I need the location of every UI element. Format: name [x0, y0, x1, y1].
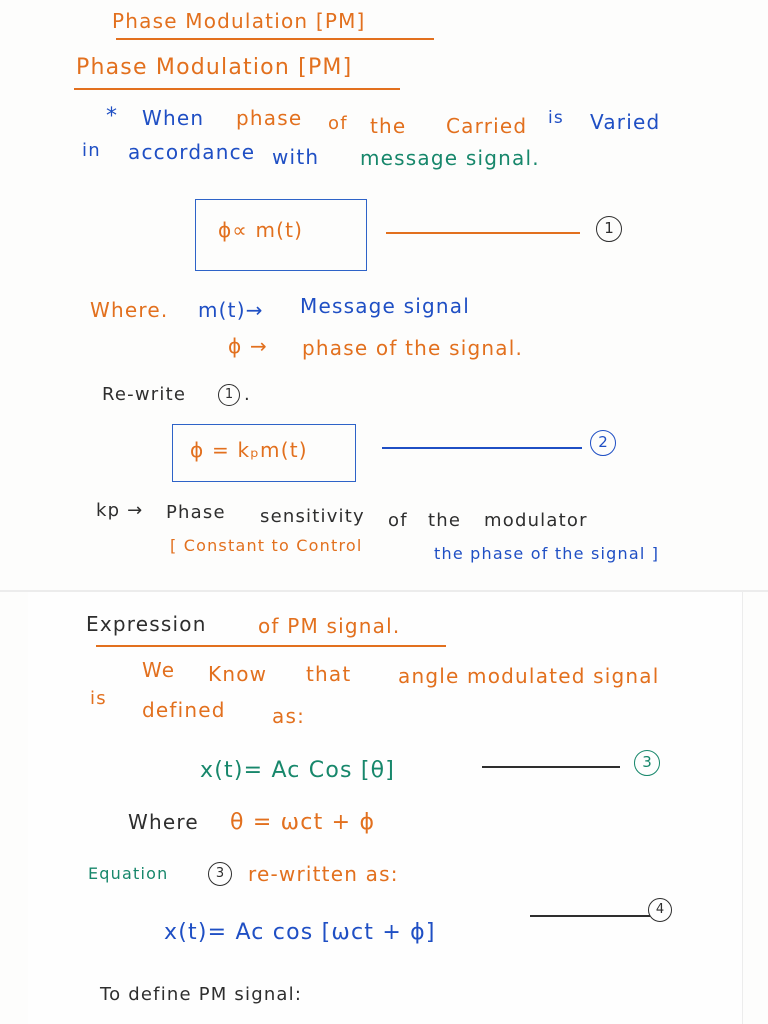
- intro-words-angle-modulated: angle modulated signal: [398, 664, 660, 688]
- rewritten-text: re-written as:: [248, 862, 399, 886]
- where-phi-desc: phase of the signal.: [302, 336, 524, 360]
- where-mt: m(t)→: [198, 298, 264, 322]
- bullet-star: *: [106, 104, 119, 129]
- eq1-text: ϕ∝ m(t): [218, 218, 304, 242]
- page-title-top: Phase Modulation [PM]: [112, 9, 366, 33]
- eq3-number: 3: [634, 750, 660, 776]
- intro-word-we: We: [142, 658, 176, 682]
- kp-word-of: of: [388, 510, 408, 531]
- eq1-number: 1: [596, 216, 622, 242]
- rewrite-ref: 1: [218, 384, 240, 406]
- eq4-number: 4: [648, 898, 672, 922]
- intro-word-as: as:: [272, 704, 306, 728]
- eq3-leader-line: [482, 766, 620, 768]
- title-underline: [74, 88, 400, 90]
- def-word-phase: phase: [236, 106, 303, 130]
- eq3-text: x(t)= Ac Cos [θ]: [200, 758, 396, 783]
- kp-note-part2: the phase of the signal ]: [434, 544, 660, 563]
- intro-word-know: Know: [208, 662, 268, 686]
- equation-label: Equation: [88, 864, 169, 883]
- kp-word-sensitivity: sensitivity: [260, 506, 365, 527]
- def-word-in: in: [82, 140, 101, 161]
- def-word-when: When: [142, 106, 205, 130]
- eq2-text: ϕ = kₚm(t): [190, 438, 308, 462]
- kp-note-part1: [ Constant to Control: [170, 536, 363, 555]
- expr-heading-orange: of PM signal.: [258, 614, 401, 638]
- def-word-of: of: [328, 113, 348, 134]
- def-word-varied: Varied: [590, 110, 661, 134]
- intro-word-defined: defined: [142, 698, 226, 722]
- where-label: Where.: [90, 298, 169, 322]
- def-word-accordance: accordance: [128, 140, 256, 164]
- kp-word-modulator: modulator: [484, 510, 588, 531]
- intro-word-is: is: [90, 688, 107, 709]
- intro-word-that: that: [306, 662, 352, 686]
- eq4-leader-line: [530, 915, 650, 917]
- rewrite-label: Re-write: [102, 384, 187, 405]
- eq1-leader-line: [386, 232, 580, 234]
- eq2-leader-line: [382, 447, 582, 449]
- sheet2-right-edge: [742, 592, 743, 1024]
- define-pm-text: To define PM signal:: [100, 984, 303, 1005]
- where-mt-desc: Message signal: [300, 294, 470, 318]
- kp-word-the: the: [428, 510, 462, 531]
- eq2-number: 2: [590, 430, 616, 456]
- rewrite-period: .: [244, 384, 251, 405]
- eq4-text: x(t)= Ac cos [ωct + ϕ]: [164, 920, 436, 945]
- expr-heading-underline: [96, 645, 446, 647]
- page-title: Phase Modulation [PM]: [76, 55, 353, 80]
- def-word-is: is: [548, 108, 564, 128]
- def-word-message-signal: message signal.: [360, 146, 540, 170]
- def-word-with: with: [272, 145, 320, 169]
- def-word-the: the: [370, 114, 407, 138]
- kp-symbol: kp →: [96, 500, 144, 521]
- title-top-underline: [116, 38, 434, 40]
- second-sheet: [28, 592, 742, 1024]
- where-phi: ϕ →: [228, 334, 268, 358]
- equation-ref: 3: [208, 862, 232, 886]
- def-word-carried: Carried: [446, 114, 528, 138]
- kp-word-phase: Phase: [166, 502, 226, 523]
- theta-equation: θ = ωct + ϕ: [230, 810, 376, 835]
- expr-heading-dark: Expression: [86, 612, 207, 636]
- where-label-2: Where: [128, 810, 199, 834]
